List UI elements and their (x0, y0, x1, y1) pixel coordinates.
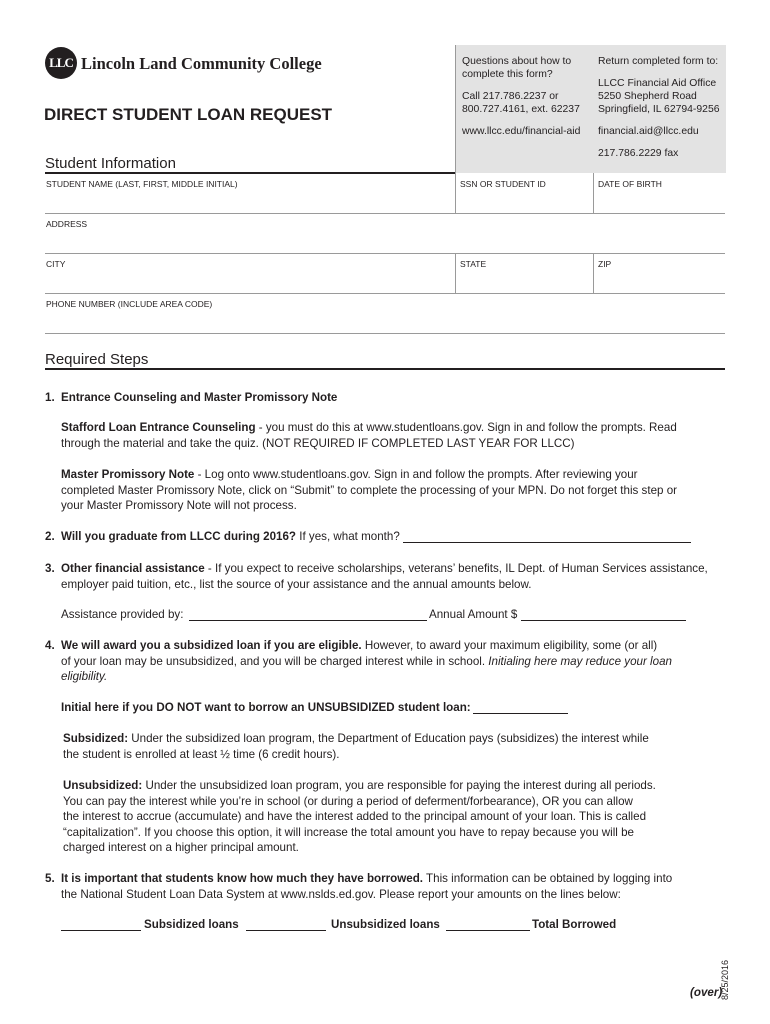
student-info-heading: Student Information (45, 155, 176, 172)
step-5-number: 5. (45, 872, 55, 885)
step-3-line2: employer paid tuition, etc., list the source of your assistance and the annual amounts below. (61, 577, 532, 591)
divider (593, 254, 594, 294)
unsubsidized-line3: the interest to accrue (accumulate) and have the interest added to the principal amount of your loan. This is called (63, 810, 647, 823)
stafford-title: Stafford Loan Entrance Counseling (61, 421, 256, 434)
divider (455, 254, 456, 294)
subsidized-line1: Under the subsidized loan program, the Department of Education pays (subsidizes) the interest while (128, 732, 649, 745)
stafford-line2: through the material and take the quiz. (NOT REQUIRED IF COMPLETED LAST YEAR FOR LLCC) (61, 436, 575, 450)
step-4-line3-italic: eligibility. (61, 670, 108, 683)
annual-amount-field[interactable] (521, 609, 686, 621)
field-line (45, 293, 725, 294)
unsubsidized-amount-field[interactable] (246, 919, 326, 931)
state-field[interactable]: STATE (460, 259, 487, 269)
return-email[interactable]: financial.aid@llcc.edu (598, 126, 699, 137)
phone-field[interactable]: PHONE NUMBER (INCLUDE AREA CODE) (46, 299, 213, 309)
unsubsidized-paragraph (63, 778, 733, 856)
assistance-source-field[interactable] (189, 609, 427, 621)
contact-website[interactable]: www.llcc.edu/financial-aid (462, 126, 581, 137)
unsubsidized-line1: Under the unsubsidized loan program, you are responsible for paying the interest during all periods. (142, 779, 656, 792)
unsubsidized-line4: “capitalization”. If you choose this option, it will increase the total amount you have to repay because you will be (63, 825, 634, 839)
over-indicator: (over) (690, 986, 723, 999)
subsidized-title: Subsidized: (63, 732, 129, 745)
step-3-title: Other financial assistance (61, 562, 205, 575)
return-city: Springfield, IL 62794-9256 (598, 104, 720, 115)
field-line (45, 333, 725, 334)
return-fax: 217.786.2229 fax (598, 148, 679, 159)
dob-field[interactable]: DATE OF BIRTH (598, 179, 662, 189)
contact-phone: 800.727.4161, ext. 62237 (462, 104, 580, 115)
unsubsidized-line2: You can pay the interest while you’re in school (or during a period of deferment/forbearance), OR you can allow (63, 794, 633, 808)
student-name-field[interactable]: STUDENT NAME (LAST, FIRST, MIDDLE INITIAL) (46, 179, 238, 189)
return-office: LLCC Financial Aid Office (598, 78, 717, 89)
step-4-line2-italic: Initialing here may reduce your loan (488, 654, 672, 668)
step-1-title: Entrance Counseling and Master Promissory Note (61, 391, 338, 404)
step-4-paragraph (61, 638, 731, 685)
contact-call: Call 217.786.2237 or (462, 91, 559, 102)
unsubsidized-loans-label: Unsubsidized loans (331, 918, 440, 931)
step-5-line2: the National Student Loan Data System at www.nslds.ed.gov. Please report your amounts on the lines below: (61, 887, 621, 901)
contact-questions-line1: Questions about how to (462, 56, 572, 67)
step-5-title: It is important that students know how much they have borrowed. (61, 872, 424, 885)
step-3-line1: - If you expect to receive scholarships, veterans’ benefits, IL Dept. of Human Services assistance, (204, 562, 708, 575)
stafford-line1: - you must do this at www.studentloans.gov. Sign in and follow the prompts. Read (255, 421, 677, 434)
required-steps-rule (45, 368, 725, 370)
required-steps-heading: Required Steps (45, 351, 149, 368)
revision-date: 8/25/2016 (720, 959, 730, 1000)
step-5-paragraph (61, 871, 731, 902)
step-4-title: We will award you a subsidized loan if you are eligible. (61, 639, 362, 652)
initial-label: Initial here if you DO NOT want to borrow an UNSUBSIDIZED student loan: (61, 701, 471, 714)
graduate-followup: If yes, what month? (296, 530, 400, 543)
mpn-paragraph (61, 467, 731, 514)
contact-questions (462, 55, 580, 138)
contact-questions-line2: complete this form? (462, 69, 553, 80)
college-name: Lincoln Land Community College (81, 54, 322, 73)
divider (593, 173, 594, 213)
student-info-rule (45, 172, 455, 174)
ssn-field[interactable]: SSN OR STUDENT ID (460, 179, 546, 189)
address-field[interactable]: ADDRESS (46, 219, 88, 229)
annual-amount-label: Annual Amount $ (429, 608, 518, 621)
unsubsidized-line5: charged interest on a higher principal amount. (63, 841, 299, 854)
field-line (45, 213, 725, 214)
college-logo: LLC (45, 47, 77, 79)
field-line (45, 253, 725, 254)
step-2-question (61, 529, 400, 545)
stafford-paragraph (61, 420, 731, 451)
step-4-line1: However, to award your maximum eligibility, some (or all) (361, 639, 658, 652)
step-4-line2: of your loan may be unsubsidized, and you will be charged interest while in school. (61, 654, 489, 668)
step-3-number: 3. (45, 562, 55, 575)
subsidized-line2: the student is enrolled at least ½ time (6 credit hours). (63, 747, 340, 761)
step-3-paragraph (61, 561, 731, 592)
return-street: 5250 Shepherd Road (598, 91, 697, 102)
city-field[interactable]: CITY (46, 259, 66, 269)
step-5-line1: This information can be obtained by logging into (423, 872, 673, 885)
form-title: DIRECT STUDENT LOAN REQUEST (44, 105, 333, 124)
step-2-number: 2. (45, 530, 55, 543)
initial-field[interactable] (473, 702, 568, 714)
assistance-label: Assistance provided by: (61, 608, 184, 621)
mpn-title: Master Promissory Note (61, 468, 195, 481)
step-1-number: 1. (45, 391, 55, 404)
total-borrowed-label: Total Borrowed (532, 918, 617, 931)
return-label: Return completed form to: (598, 56, 719, 67)
unsubsidized-title: Unsubsidized: (63, 779, 143, 792)
graduation-month-field[interactable] (403, 531, 691, 543)
mpn-line1: - Log onto www.studentloans.gov. Sign in and follow the prompts. After reviewing your (194, 468, 638, 481)
divider (455, 173, 456, 213)
zip-field[interactable]: ZIP (598, 259, 612, 269)
total-borrowed-field[interactable] (446, 919, 530, 931)
mpn-line2: completed Master Promissory Note, click on “Submit” to complete the processing of your MPN. Do not forget this step or (61, 483, 678, 497)
subsidized-amount-field[interactable] (61, 919, 141, 931)
contact-box (455, 45, 726, 173)
mpn-line3: your Master Promissory Note will not process. (61, 499, 297, 512)
step-4-number: 4. (45, 639, 55, 652)
subsidized-loans-label: Subsidized loans (144, 918, 239, 931)
subsidized-paragraph (63, 731, 733, 762)
graduate-question: Will you graduate from LLCC during 2016? (61, 530, 297, 543)
contact-return (598, 55, 720, 160)
